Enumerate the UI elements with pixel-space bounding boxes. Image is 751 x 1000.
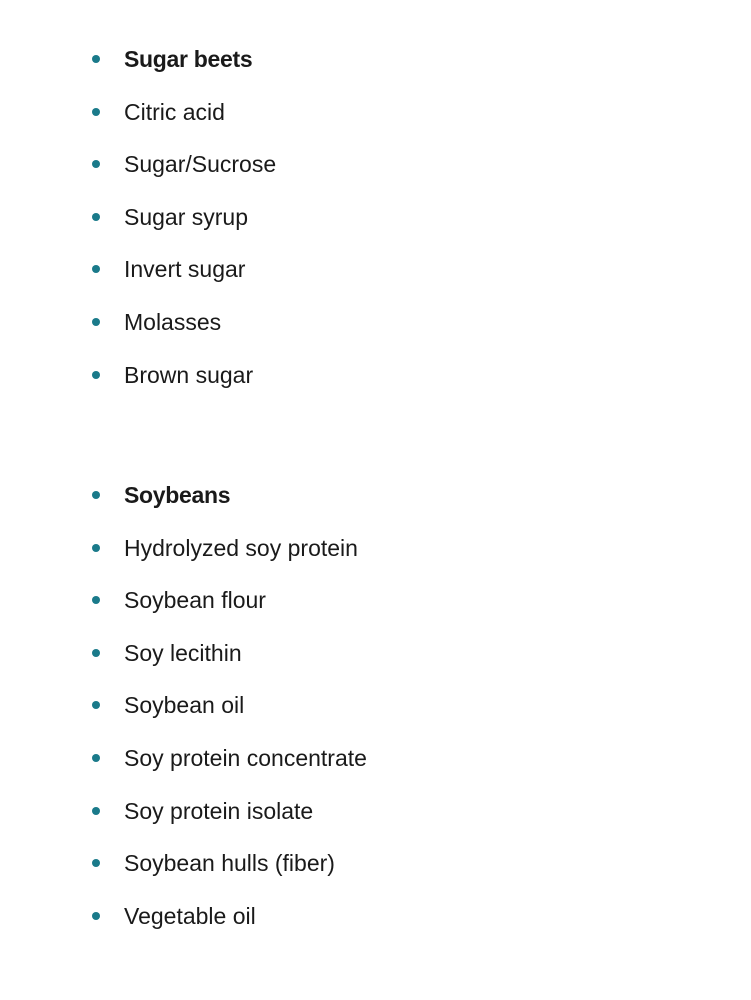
list-item-text: Invert sugar xyxy=(124,256,246,283)
bullet-icon xyxy=(92,754,100,762)
bullet-icon xyxy=(92,859,100,867)
list-item xyxy=(92,685,367,738)
bullet-icon xyxy=(92,213,100,221)
bullet-icon xyxy=(92,371,100,379)
bullet-icon xyxy=(92,596,100,604)
list-item xyxy=(92,896,367,949)
list-item-text: Soy protein concentrate xyxy=(124,744,367,771)
list-item xyxy=(92,92,276,145)
list-item xyxy=(92,249,276,302)
list-item xyxy=(92,791,367,844)
list-item-text: Sugar syrup xyxy=(124,203,249,230)
list-heading-text: Sugar beets xyxy=(124,46,253,72)
list-item xyxy=(92,528,367,581)
list-item-text: Soybean oil xyxy=(124,692,245,719)
soybeans-list xyxy=(92,475,367,948)
bullet-icon xyxy=(92,55,100,63)
list-item xyxy=(92,843,367,896)
bullet-icon xyxy=(92,649,100,657)
list-item-text: Molasses xyxy=(124,308,222,335)
bullet-icon xyxy=(92,318,100,326)
list-item-text: Soy protein isolate xyxy=(124,797,314,824)
list-item xyxy=(92,355,276,408)
bullet-icon xyxy=(92,265,100,273)
bullet-icon xyxy=(92,108,100,116)
list-item xyxy=(92,633,367,686)
bullet-icon xyxy=(92,912,100,920)
list-heading-text: Soybeans xyxy=(124,482,231,508)
list-heading xyxy=(92,39,276,92)
list-item-text: Brown sugar xyxy=(124,361,254,388)
list-item-text: Soy lecithin xyxy=(124,639,242,666)
bullet-icon xyxy=(92,701,100,709)
sugar-beets-list xyxy=(92,39,276,407)
bullet-icon xyxy=(92,544,100,552)
list-item xyxy=(92,144,276,197)
list-item xyxy=(92,197,276,250)
list-item xyxy=(92,302,276,355)
bullet-icon xyxy=(92,160,100,168)
list-item-text: Soybean flour xyxy=(124,587,266,614)
list-item-text: Soybean hulls (fiber) xyxy=(124,850,335,877)
list-heading xyxy=(92,475,367,528)
bullet-icon xyxy=(92,491,100,499)
list-item xyxy=(92,738,367,791)
list-item xyxy=(92,580,367,633)
list-item-text: Sugar/Sucrose xyxy=(124,151,277,178)
list-item-text: Citric acid xyxy=(124,98,225,125)
bullet-icon xyxy=(92,807,100,815)
list-item-text: Vegetable oil xyxy=(124,902,256,929)
list-item-text: Hydrolyzed soy protein xyxy=(124,534,358,561)
